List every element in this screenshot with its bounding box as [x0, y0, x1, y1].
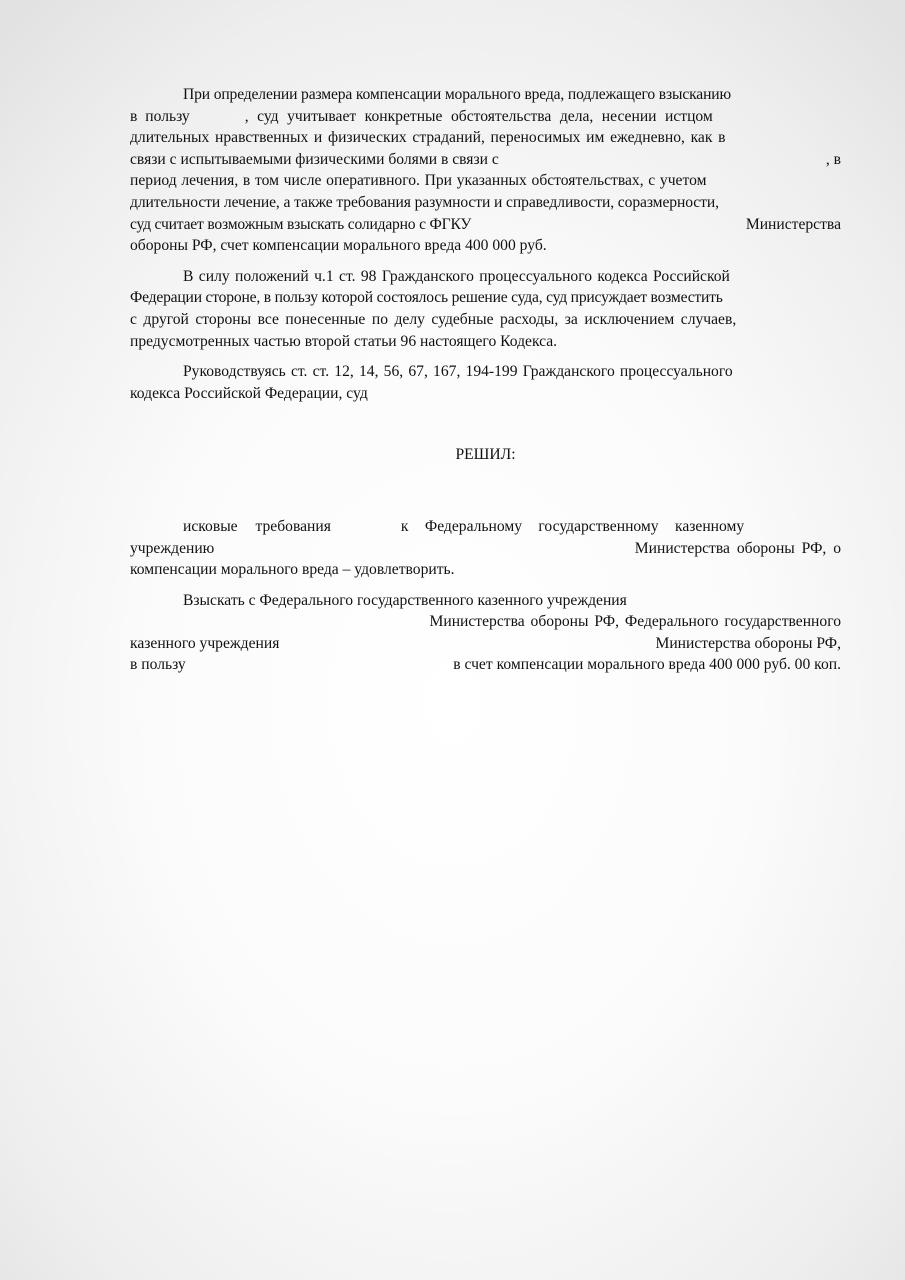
text: обороны РФ, счет компенсации морального вреда 400 000 руб.: [130, 237, 547, 255]
text-line: [130, 611, 841, 633]
paragraph-guided-by: [130, 361, 841, 404]
text: кодекса Российской Федерации, суд: [130, 384, 368, 402]
text: При определении размера компенсации морального вреда, подлежащего взысканию: [183, 86, 731, 103]
paragraph-moral-damage: [130, 84, 841, 257]
text-line: [130, 287, 841, 309]
text: к Федеральному государственному казенному: [400, 517, 745, 535]
text-line: [130, 192, 841, 214]
text-line: [130, 127, 841, 149]
text: Федерации стороне, в пользу которой состоялось решение суда, суд присуждает возместить: [130, 289, 723, 307]
text-line: [130, 84, 841, 106]
text-line: [130, 309, 841, 331]
text: исковые требования: [183, 517, 331, 535]
text: в пользу: [130, 107, 190, 125]
text: в счет компенсации морального вреда 400 000 руб. 00 коп.: [453, 656, 841, 674]
text-line: [130, 214, 841, 236]
text-line: [130, 383, 841, 405]
text-line: [130, 538, 841, 560]
text: В силу положений ч.1 ст. 98 Гражданского процессуального кодекса Российской: [183, 267, 730, 285]
text: с другой стороны все понесенные по делу судебные расходы, за исключением случаев,: [130, 310, 737, 328]
text: компенсации морального вреда – удовлетворить.: [130, 561, 455, 579]
text: , в: [825, 150, 841, 168]
text-line: [130, 149, 841, 171]
decision-heading: РЕШИЛ:: [455, 446, 516, 464]
text-line: [130, 331, 841, 353]
text-line: [130, 170, 841, 192]
text: длительности лечение, а также требования разумности и справедливости, соразмерности,: [130, 193, 719, 211]
text-line: [130, 106, 841, 128]
text: длительных нравственных и физических страданий, переносимых им ежедневно, как в: [130, 129, 726, 147]
text-line: [130, 559, 841, 581]
text-line: [130, 235, 841, 257]
text-line: [130, 361, 841, 383]
text: , суд учитывает конкретные обстоятельства дела, несении истцом: [244, 107, 713, 125]
text: связи с испытываемыми физическими болями в связи с: [130, 150, 499, 168]
text: Министерства обороны РФ, о: [634, 539, 841, 557]
text: Министерства обороны РФ,: [655, 634, 841, 652]
text: Взыскать с Федерального государственного казенного учреждения: [183, 591, 627, 609]
text-line: [130, 516, 841, 538]
text-line: [130, 590, 841, 612]
text-line: [130, 633, 841, 655]
text: суд считает возможным взыскать солидарно с ФГКУ: [130, 215, 472, 233]
text: период лечения, в том числе оперативного. При указанных обстоятельствах, с учетом: [130, 172, 707, 190]
paragraph-recover: [130, 590, 841, 676]
court-decision-document: [130, 84, 841, 685]
text: учреждению: [130, 539, 215, 557]
paragraph-court-costs: [130, 266, 841, 352]
text: Министерства обороны РФ, Федерального государственного: [429, 613, 841, 631]
text: предусмотренных частью второй статьи 96 настоящего Кодекса.: [130, 332, 558, 350]
text: в пользу: [130, 656, 186, 674]
text-line: [130, 654, 841, 676]
text-line: [130, 266, 841, 288]
text: Министерства: [745, 215, 841, 233]
text: казенного учреждения: [130, 634, 280, 652]
paragraph-claims-satisfied: [130, 516, 841, 581]
text: Руководствуясь ст. ст. 12, 14, 56, 67, 167, 194-199 Гражданского процессуального: [183, 363, 733, 381]
